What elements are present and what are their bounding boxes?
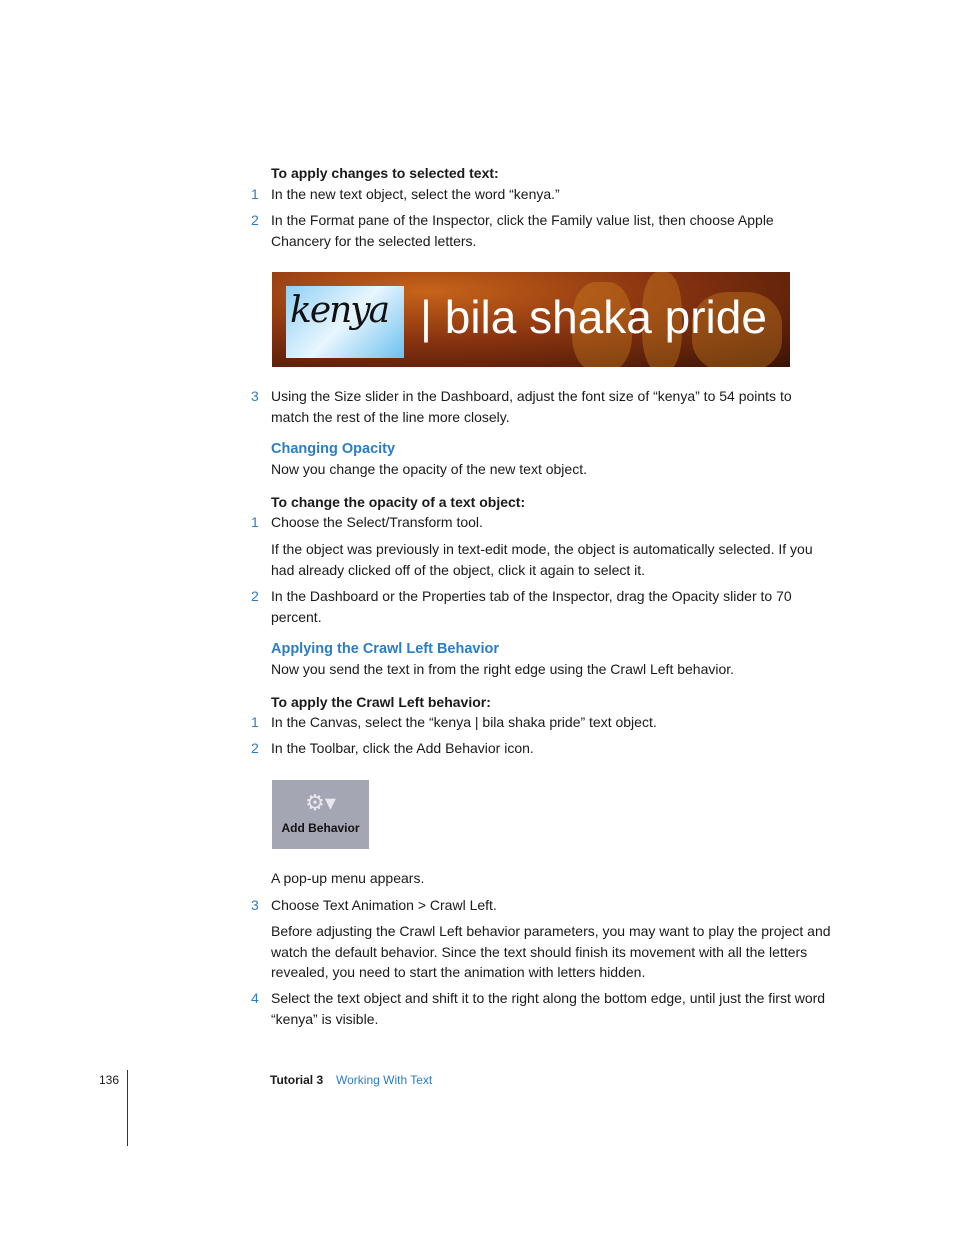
section-heading: Changing Opacity <box>271 441 396 457</box>
step: 2 In the Format pane of the Inspector, click the Family value list, then choose Apple Chancery for the selected letters. <box>251 212 774 249</box>
procedure-intro: To apply the Crawl Left behavior: <box>271 694 491 710</box>
step: 3 Choose Text Animation > Crawl Left. <box>251 897 497 913</box>
title-banner-image: kenya | bila shaka pride <box>272 272 790 367</box>
page-number: 136 <box>99 1073 120 1087</box>
step: 1 Choose the Select/Transform tool. <box>251 514 483 530</box>
add-behavior-button[interactable]: ⚙▾ Add Behavior <box>272 780 369 849</box>
gear-icon: ⚙▾ <box>305 790 336 815</box>
step: 2 In the Dashboard or the Properties tab of the Inspector, drag the Opacity slider to 70 percent. <box>251 588 792 625</box>
step: 1 In the Canvas, select the “kenya | bila shaka pride” text object. <box>251 714 657 730</box>
step: 3 Using the Size slider in the Dashboard, adjust the font size of “kenya” to 54 points to match the rest of the line more closely. <box>251 388 792 425</box>
step: 2 In the Toolbar, click the Add Behavior icon. <box>251 740 534 756</box>
step: 1 In the new text object, select the word “kenya.” <box>251 186 560 202</box>
footer-tutorial: Tutorial 3 <box>270 1073 324 1087</box>
footer-chapter-title: Working With Text <box>336 1073 433 1087</box>
paragraph: If the object was previously in text-edit mode, the object is automatically selected. If you had already clicked off of the object, click it again to select it. <box>271 541 813 578</box>
paragraph: Before adjusting the Crawl Left behavior parameters, you may want to play the project and watch the default behavior. Since the text should finish its movement with all the letters revealed, you need to start the animation with letters hidden. <box>271 923 831 980</box>
paragraph: Now you send the text in from the right edge using the Crawl Left behavior. <box>271 661 735 677</box>
procedure-intro: To change the opacity of a text object: <box>271 494 526 510</box>
procedure-intro: To apply changes to selected text: <box>271 165 499 181</box>
paragraph: Now you change the opacity of the new text object. <box>271 461 587 477</box>
footer-divider <box>127 1070 128 1146</box>
paragraph: A pop-up menu appears. <box>271 870 425 886</box>
section-heading: Applying the Crawl Left Behavior <box>271 641 499 657</box>
step: 4 Select the text object and shift it to the right along the bottom edge, until just the first word “kenya” is visible. <box>251 990 826 1027</box>
